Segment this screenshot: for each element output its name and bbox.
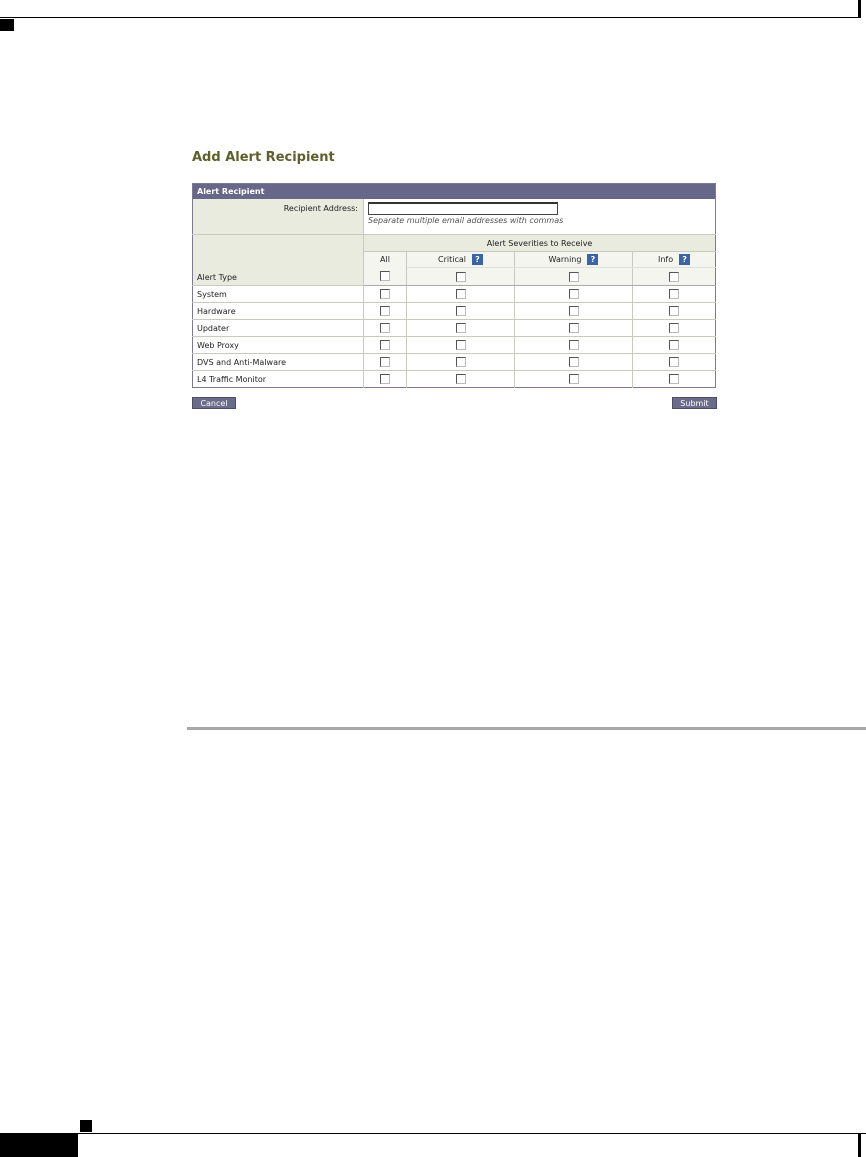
help-icon[interactable]: ? [679,254,690,265]
checkbox-web-proxy-warning[interactable] [569,340,579,350]
checkbox-updater-warning[interactable] [569,323,579,333]
submit-button[interactable]: Submit [672,397,717,409]
checkbox-dvs-all[interactable] [380,357,390,367]
checkbox-hardware-warning[interactable] [569,306,579,316]
select-all-info-checkbox[interactable] [669,272,679,282]
page-footer-block [0,1134,78,1157]
checkbox-dvs-warning[interactable] [569,357,579,367]
recipient-address-input[interactable] [368,202,558,215]
checkbox-hardware-all[interactable] [380,306,390,316]
select-all-checkbox[interactable] [380,271,390,281]
column-header-info [633,252,716,268]
table-row [193,286,716,303]
page-corner-mark [858,0,861,17]
select-all-all-cell [364,268,407,286]
help-icon[interactable]: ? [472,254,483,265]
help-icon[interactable]: ? [587,254,598,265]
table-row [193,354,716,371]
checkbox-updater-info[interactable] [669,323,679,333]
select-all-warning-checkbox[interactable] [569,272,579,282]
table-row [193,371,716,388]
page-top-rule [0,17,861,18]
alert-type-label: Updater [193,320,364,337]
checkbox-system-info[interactable] [669,289,679,299]
alert-type-label: DVS and Anti-Malware [193,354,364,371]
page-corner-mark-bottom [858,1134,861,1157]
column-header-warning [515,252,633,268]
checkbox-web-proxy-info[interactable] [669,340,679,350]
checkbox-system-all[interactable] [380,289,390,299]
table-row [193,303,716,320]
checkbox-hardware-critical[interactable] [456,306,466,316]
checkbox-web-proxy-all[interactable] [380,340,390,350]
recipient-address-hint: Separate multiple email addresses with commas [368,216,564,225]
alert-type-header: Alert Type [193,235,364,286]
select-all-warning-cell [515,268,633,286]
table-row [193,337,716,354]
column-label-info: Info [657,255,674,264]
checkbox-l4tm-all[interactable] [380,374,390,384]
checkbox-web-proxy-critical[interactable] [456,340,466,350]
checkbox-system-critical[interactable] [456,289,466,299]
checkbox-l4tm-warning[interactable] [569,374,579,384]
checkbox-updater-critical[interactable] [456,323,466,333]
column-header-critical [407,252,515,268]
section-header: Alert Recipient [193,184,716,200]
alert-recipient-form [192,183,716,388]
checkbox-dvs-critical[interactable] [456,357,466,367]
select-all-critical-cell [407,268,515,286]
section-divider [187,727,866,730]
recipient-address-label: Recipient Address: [193,199,364,235]
column-label-all: All [380,255,390,265]
select-all-info-cell [633,268,716,286]
column-header-all [364,252,407,268]
page-marker-bottom [80,1120,92,1132]
checkbox-hardware-info[interactable] [669,306,679,316]
alert-type-label: System [193,286,364,303]
select-all-critical-checkbox[interactable] [456,272,466,282]
alert-type-label: Hardware [193,303,364,320]
alert-type-label: L4 Traffic Monitor [193,371,364,388]
checkbox-system-warning[interactable] [569,289,579,299]
page-title: Add Alert Recipient [192,150,335,165]
checkbox-updater-all[interactable] [380,323,390,333]
page-bottom-rule [0,1133,866,1134]
checkbox-l4tm-critical[interactable] [456,374,466,384]
table-row [193,320,716,337]
checkbox-l4tm-info[interactable] [669,374,679,384]
column-label-critical: Critical [438,255,466,264]
cancel-button[interactable]: Cancel [192,397,236,409]
column-label-warning: Warning [548,255,582,264]
alert-type-label: Web Proxy [193,337,364,354]
page-marker [0,19,14,31]
severities-header: Alert Severities to Receive [364,235,716,252]
checkbox-dvs-info[interactable] [669,357,679,367]
recipient-address-cell [364,199,716,235]
